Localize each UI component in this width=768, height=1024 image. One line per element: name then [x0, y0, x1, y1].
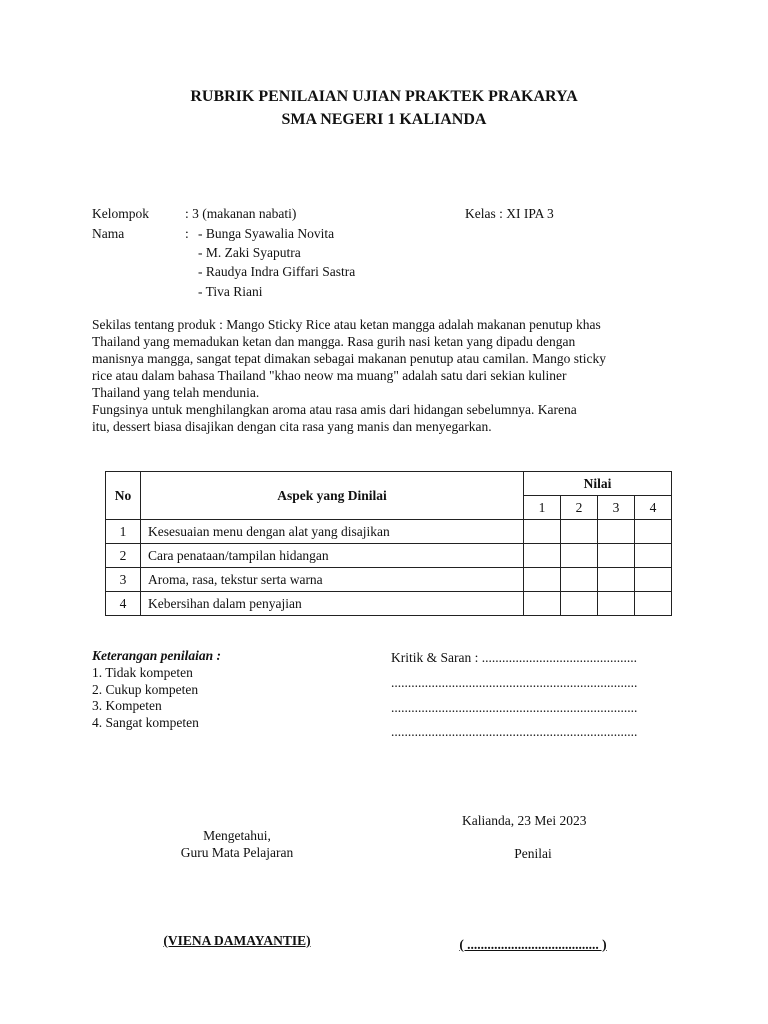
legend-item: 4. Sangat kompeten [92, 715, 199, 730]
feedback-label: Kritik & Saran : .............................................. [391, 650, 637, 665]
header-score: Nilai [524, 472, 672, 496]
legend-item: 1. Tidak kompeten [92, 665, 193, 680]
table-row [106, 592, 672, 616]
row-aspect: Aroma, rasa, tekstur serta warna [141, 568, 524, 592]
score-cell [598, 520, 635, 544]
document-title: RUBRIK PENILAIAN UJIAN PRAKTEK PRAKARYA [190, 88, 578, 105]
score-cell [561, 568, 598, 592]
feedback-line: ......................................................................... [391, 675, 638, 690]
member-name: - Tiva Riani [198, 284, 263, 299]
description-line: Fungsinya untuk menghilangkan aroma atau rasa amis dari hidangan sebelumnya. Karena [92, 402, 577, 417]
description-line: Thailand yang telah mendunia. [92, 385, 260, 400]
product-description [92, 316, 692, 435]
table-row [106, 568, 672, 592]
kelompok-value: : 3 (makanan nabati) [185, 206, 297, 221]
score-cell [598, 544, 635, 568]
school-name: SMA NEGERI 1 KALIANDA [281, 111, 487, 128]
row-aspect: Kesesuaian menu dengan alat yang disajikan [141, 520, 524, 544]
header-no: No [106, 472, 141, 520]
member-name: - M. Zaki Syaputra [198, 245, 301, 260]
nama-label: Nama [92, 226, 125, 241]
feedback-line: ......................................................................... [391, 724, 638, 739]
member-name: - Bunga Syawalia Novita [198, 226, 335, 241]
score-cell [524, 592, 561, 616]
table-row [106, 520, 672, 544]
description-line: Thailand yang memadukan ketan dan mangga. Rasa gurih nasi ketan yang dipadu dengan [92, 334, 576, 349]
score-column-header: 4 [635, 496, 672, 520]
score-column-header: 2 [561, 496, 598, 520]
score-cell [598, 592, 635, 616]
score-cell [561, 520, 598, 544]
row-number: 3 [106, 568, 141, 592]
score-cell [635, 568, 672, 592]
score-cell [561, 592, 598, 616]
acknowledged-label: Mengetahui, [203, 828, 271, 843]
row-number: 1 [106, 520, 141, 544]
legend-title: Keterangan penilaian : [92, 648, 222, 663]
assessor-role: Penilai [514, 846, 552, 861]
legend-item: 3. Kompeten [92, 698, 162, 713]
table-row [106, 544, 672, 568]
score-cell [524, 544, 561, 568]
place-date: Kalianda, 23 Mei 2023 [462, 813, 587, 828]
score-column-header: 3 [598, 496, 635, 520]
row-aspect: Kebersihan dalam penyajian [141, 592, 524, 616]
score-cell [635, 544, 672, 568]
row-aspect: Cara penataan/tampilan hidangan [141, 544, 524, 568]
description-line: manisnya mangga, sangat tepat dimakan sebagai makanan penutup atau camilan. Mango sticky [92, 351, 606, 366]
assessor-signature-line: ( ....................................... ) [459, 937, 607, 952]
header-aspect: Aspek yang Dinilai [141, 472, 524, 520]
teacher-role: Guru Mata Pelajaran [180, 845, 294, 860]
teacher-name: (VIENA DAMAYANTIE) [163, 933, 311, 948]
description-line: Sekilas tentang produk : Mango Sticky Rice atau ketan mangga adalah makanan penutup khas [92, 317, 601, 332]
row-number: 2 [106, 544, 141, 568]
score-cell [598, 568, 635, 592]
member-name: - Raudya Indra Giffari Sastra [198, 264, 356, 279]
description-line: rice atau dalam bahasa Thailand "khao neow ma muang" adalah satu dari sekian kuliner [92, 368, 567, 383]
feedback-line: ......................................................................... [391, 700, 638, 715]
nama-colon: : [185, 226, 189, 241]
rubric-table [105, 471, 672, 616]
score-cell [635, 592, 672, 616]
kelas-label: Kelas : XI IPA 3 [465, 206, 554, 221]
score-cell [524, 568, 561, 592]
score-cell [561, 544, 598, 568]
description-line: itu, dessert biasa disajikan dengan cita rasa yang manis dan menyegarkan. [92, 419, 492, 434]
row-number: 4 [106, 592, 141, 616]
score-cell [635, 520, 672, 544]
kelompok-label: Kelompok [92, 206, 149, 221]
score-column-header: 1 [524, 496, 561, 520]
score-cell [524, 520, 561, 544]
legend-item: 2. Cukup kompeten [92, 682, 199, 697]
